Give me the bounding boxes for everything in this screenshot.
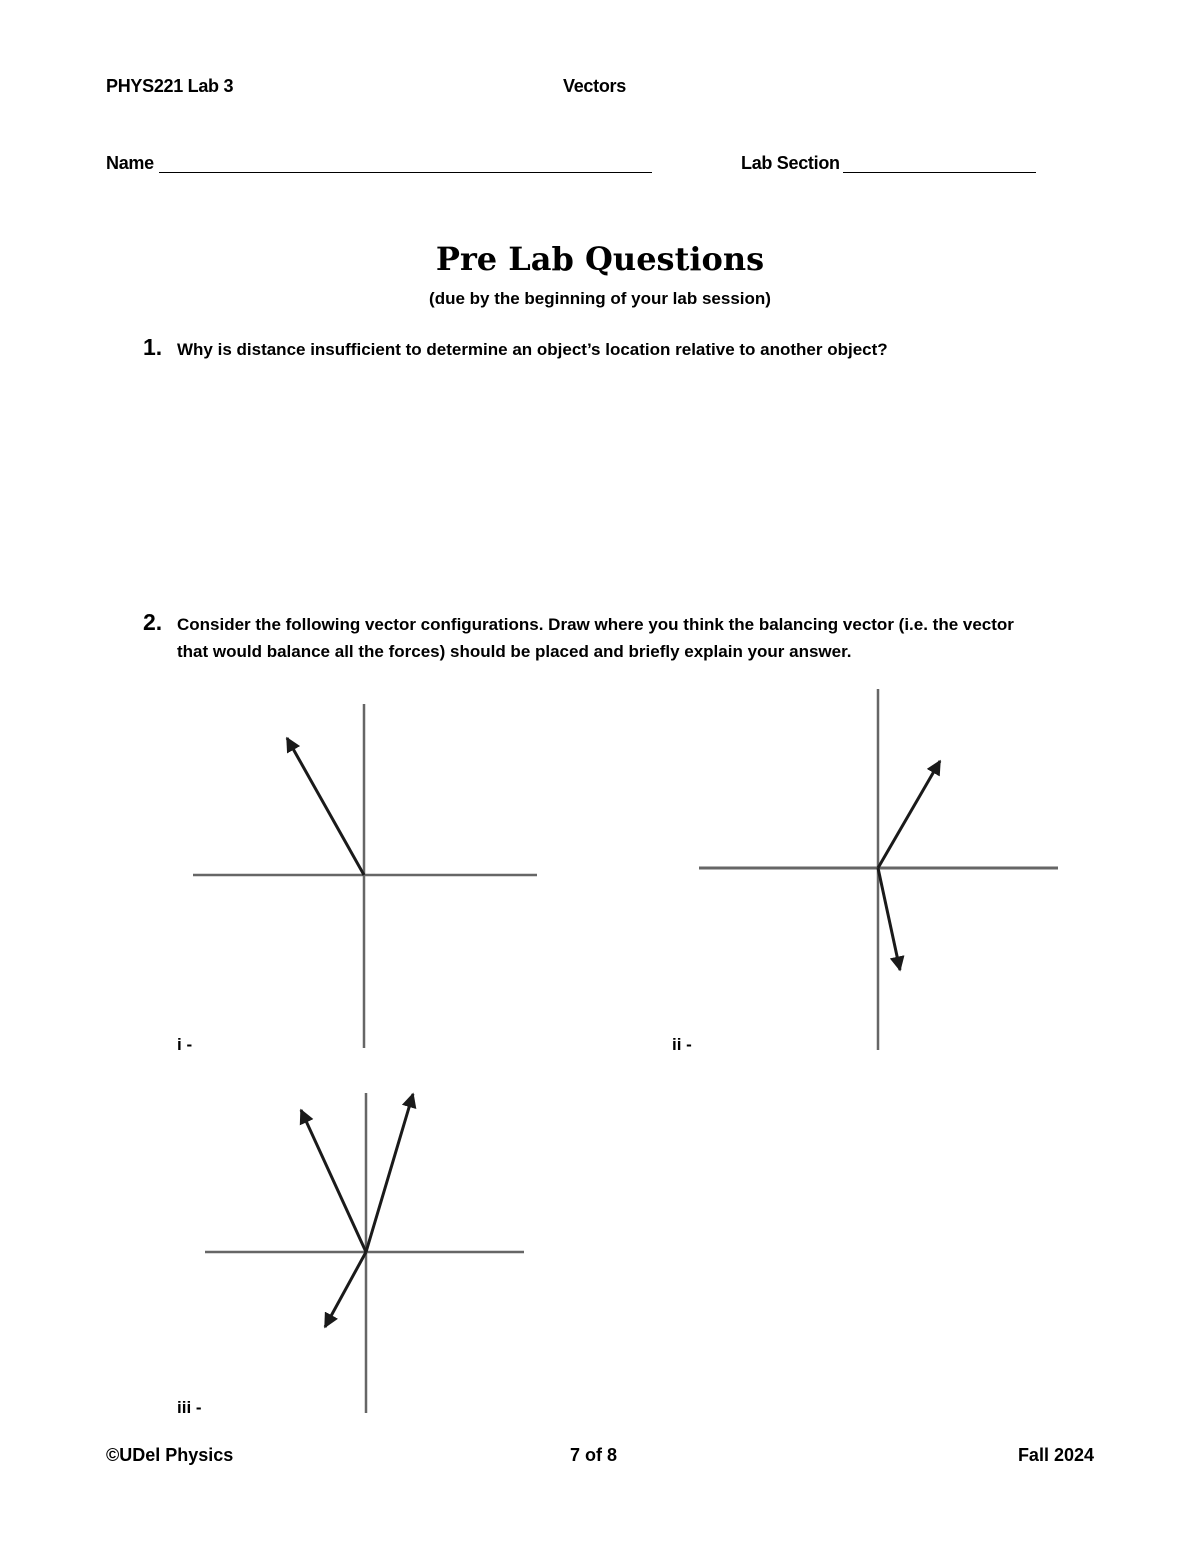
question-1-number: 1. [143, 334, 163, 360]
footer-copyright: ©UDel Physics [106, 1445, 234, 1465]
question-2-text-line2: that would balance all the forces) should be placed and briefly explain your answer. [177, 642, 852, 661]
footer-page-number: 7 of 8 [570, 1445, 618, 1465]
page-title: Pre Lab Questions [435, 240, 765, 278]
diagram-ii-label: ii - [672, 1035, 692, 1054]
diagram-ii-vector-down-right [878, 868, 900, 970]
name-label: Name [106, 153, 154, 173]
diagram-iii [205, 1093, 524, 1413]
diagram-iii-label: iii - [177, 1398, 202, 1417]
question-1-text: Why is distance insufficient to determine an object’s location relative to another object? [177, 340, 888, 359]
diagram-ii [699, 689, 1058, 1050]
diagram-i-label: i - [177, 1035, 193, 1054]
diagram-iii-vector-down-left [325, 1252, 366, 1327]
diagram-i [193, 704, 537, 1048]
diagram-iii-vector-up-right [366, 1094, 413, 1252]
question-2-number: 2. [143, 609, 163, 635]
lab-section-label: Lab Section [741, 153, 840, 173]
footer-term: Fall 2024 [1017, 1445, 1094, 1465]
page-subtitle: (due by the beginning of your lab session) [429, 289, 771, 308]
course-lab-heading: PHYS221 Lab 3 [106, 76, 234, 96]
topic-heading: Vectors [563, 76, 626, 96]
diagram-ii-vector-up-right [878, 761, 940, 868]
question-2-text-line1: Consider the following vector configurations. Draw where you think the balancing vector (i.e. the vector [177, 615, 1014, 634]
diagram-i-vector-up-left [287, 738, 364, 875]
diagram-iii-vector-up-left [301, 1110, 366, 1252]
